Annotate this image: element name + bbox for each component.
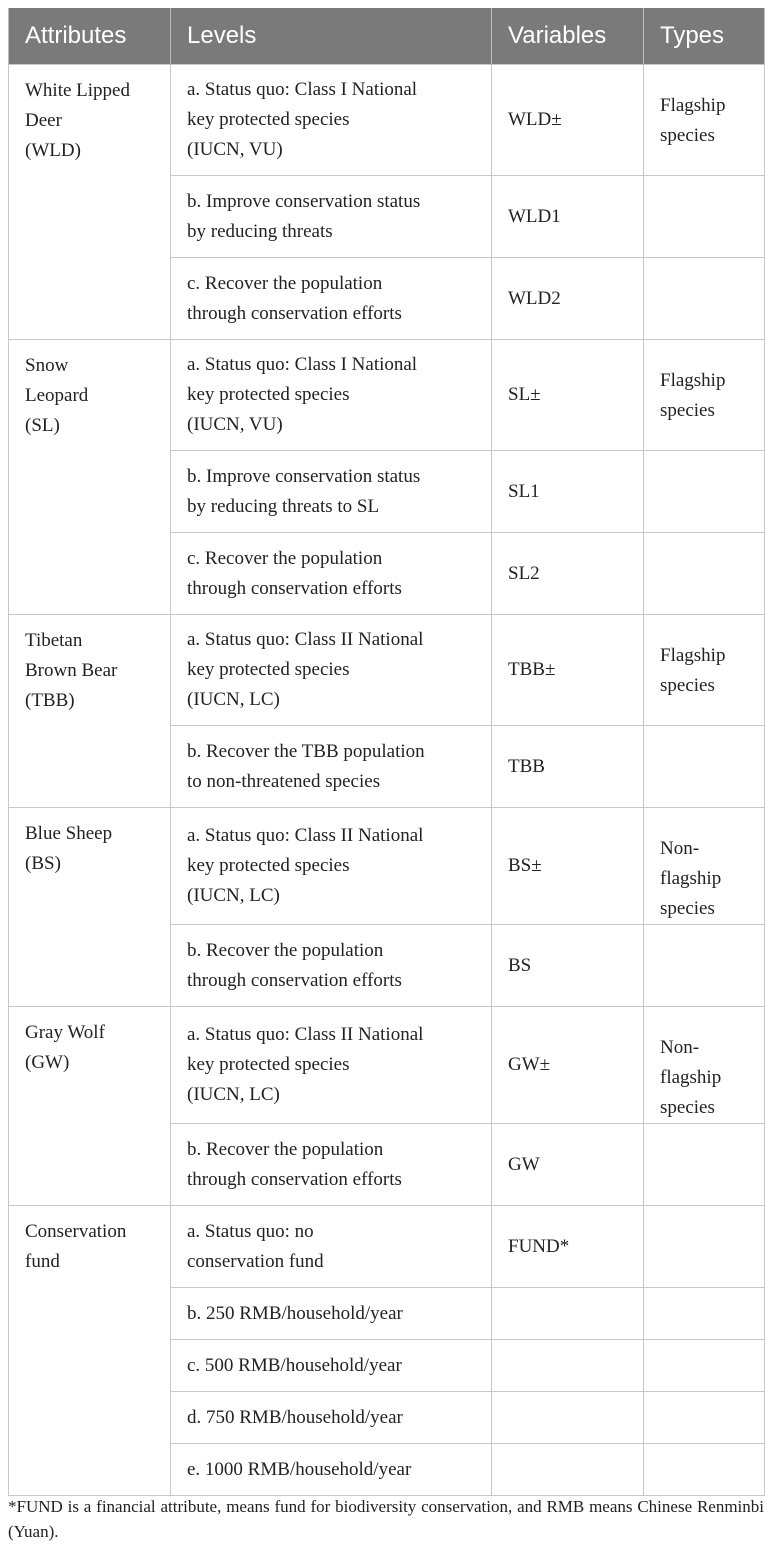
cell-line: by reducing threats bbox=[187, 220, 333, 242]
variable-cell bbox=[492, 1392, 644, 1444]
level-cell bbox=[171, 726, 492, 808]
cell-line: Leopard bbox=[25, 385, 89, 406]
cell-line: a. Status quo: Class I National bbox=[187, 79, 418, 100]
variable-cell: GW bbox=[492, 1124, 644, 1206]
type-cell bbox=[644, 1124, 765, 1206]
type-cell bbox=[644, 1444, 765, 1496]
type-cell bbox=[644, 1007, 765, 1124]
variable-cell: TBB± bbox=[492, 615, 644, 726]
cell-line: a. Status quo: Class II National bbox=[187, 1024, 424, 1045]
variable-cell: GW± bbox=[492, 1007, 644, 1124]
type-cell bbox=[644, 340, 765, 451]
variable-cell: SL2 bbox=[492, 533, 644, 615]
cell-line: species bbox=[660, 400, 715, 421]
type-cell bbox=[644, 533, 765, 615]
cell-line: to non-threatened species bbox=[187, 770, 381, 792]
variable-cell bbox=[492, 1340, 644, 1392]
cell-line: species bbox=[660, 675, 715, 696]
table-footnote: *FUND is a financial attribute, means fund for biodiversity conservation, and RMB means Chinese Renminbi (Yuan). bbox=[8, 1497, 764, 1541]
cell-line: key protected species bbox=[187, 659, 350, 680]
cell-line: key protected species bbox=[187, 855, 350, 876]
attribute-cell bbox=[9, 615, 171, 808]
cell-line: (IUCN, VU) bbox=[187, 139, 283, 160]
table-row bbox=[9, 615, 765, 726]
attribute-cell bbox=[9, 1206, 171, 1496]
variable-cell bbox=[492, 1444, 644, 1496]
variable-cell: BS± bbox=[492, 808, 644, 925]
cell-line: Flagship bbox=[660, 370, 726, 391]
type-cell bbox=[644, 1392, 765, 1444]
cell-line: a. Status quo: Class I National bbox=[187, 354, 418, 375]
type-cell bbox=[644, 808, 765, 925]
type-cell bbox=[644, 925, 765, 1007]
variable-cell: FUND* bbox=[492, 1206, 644, 1288]
cell-line: by reducing threats to SL bbox=[187, 495, 380, 517]
level-cell bbox=[171, 258, 492, 340]
attribute-cell bbox=[9, 808, 171, 1007]
cell-line: (BS) bbox=[25, 853, 61, 874]
cell-line: Brown Bear bbox=[25, 660, 118, 681]
cell-line: a. Status quo: no bbox=[187, 1220, 314, 1242]
cell-line: b. Recover the TBB population bbox=[187, 740, 425, 762]
table-row bbox=[9, 340, 765, 451]
table-row bbox=[9, 808, 765, 925]
level-cell bbox=[171, 451, 492, 533]
cell-line: (IUCN, LC) bbox=[187, 885, 280, 906]
attribute-cell bbox=[9, 1007, 171, 1206]
header-levels: Levels bbox=[171, 8, 492, 65]
cell-line: a. Status quo: Class II National bbox=[187, 629, 424, 650]
level-cell bbox=[171, 1007, 492, 1124]
header-row bbox=[9, 8, 765, 65]
cell-line: (IUCN, VU) bbox=[187, 414, 283, 435]
level-cell bbox=[171, 533, 492, 615]
variable-cell: WLD2 bbox=[492, 258, 644, 340]
header-variables: Variables bbox=[492, 8, 644, 65]
cell-line: fund bbox=[25, 1251, 60, 1272]
cell-line: Non- bbox=[660, 1037, 700, 1058]
variable-cell bbox=[492, 1288, 644, 1340]
variable-cell: TBB bbox=[492, 726, 644, 808]
cell-line: key protected species bbox=[187, 384, 350, 405]
cell-line: (WLD) bbox=[25, 140, 81, 161]
level-cell bbox=[171, 808, 492, 925]
cell-line: through conservation efforts bbox=[187, 577, 402, 599]
variable-cell: WLD± bbox=[492, 65, 644, 176]
cell-line: White Lipped bbox=[25, 80, 130, 101]
type-cell bbox=[644, 1340, 765, 1392]
type-cell bbox=[644, 451, 765, 533]
type-cell bbox=[644, 1206, 765, 1288]
type-cell bbox=[644, 65, 765, 176]
cell-line: d. 750 RMB/household/year bbox=[187, 1406, 403, 1428]
type-cell bbox=[644, 615, 765, 726]
cell-line: (TBB) bbox=[25, 690, 75, 711]
cell-line: c. 500 RMB/household/year bbox=[187, 1354, 402, 1376]
cell-line: species bbox=[660, 898, 715, 919]
variable-cell: WLD1 bbox=[492, 176, 644, 258]
cell-line: (SL) bbox=[25, 415, 60, 436]
attribute-cell bbox=[9, 65, 171, 340]
level-cell bbox=[171, 1392, 492, 1444]
cell-line: b. 250 RMB/household/year bbox=[187, 1302, 403, 1324]
cell-line: Snow bbox=[25, 355, 69, 376]
cell-line: through conservation efforts bbox=[187, 969, 402, 991]
cell-line: Tibetan bbox=[25, 630, 83, 651]
cell-line: e. 1000 RMB/household/year bbox=[187, 1458, 412, 1480]
cell-line: through conservation efforts bbox=[187, 302, 402, 324]
cell-line: flagship bbox=[660, 868, 722, 889]
cell-line: key protected species bbox=[187, 109, 350, 130]
table-row bbox=[9, 1007, 765, 1124]
cell-line: (IUCN, LC) bbox=[187, 689, 280, 710]
level-cell bbox=[171, 1340, 492, 1392]
level-cell bbox=[171, 1288, 492, 1340]
variable-cell: BS bbox=[492, 925, 644, 1007]
type-cell bbox=[644, 726, 765, 808]
cell-line: Deer bbox=[25, 110, 62, 131]
cell-line: c. Recover the population bbox=[187, 272, 383, 294]
level-cell bbox=[171, 1206, 492, 1288]
variable-cell: SL1 bbox=[492, 451, 644, 533]
attributes-table bbox=[8, 8, 765, 1496]
cell-line: b. Improve conservation status bbox=[187, 190, 421, 212]
type-cell bbox=[644, 176, 765, 258]
cell-line: Blue Sheep bbox=[25, 823, 113, 844]
cell-line: b. Recover the population bbox=[187, 939, 384, 961]
header-types: Types bbox=[644, 8, 765, 65]
cell-line: species bbox=[660, 125, 715, 146]
cell-line: species bbox=[660, 1097, 715, 1118]
table-body bbox=[9, 65, 765, 1496]
cell-line: b. Recover the population bbox=[187, 1138, 384, 1160]
cell-line: key protected species bbox=[187, 1054, 350, 1075]
level-cell bbox=[171, 615, 492, 726]
cell-line: a. Status quo: Class II National bbox=[187, 825, 424, 846]
level-cell bbox=[171, 65, 492, 176]
attribute-cell bbox=[9, 340, 171, 615]
header-attributes: Attributes bbox=[9, 8, 171, 65]
cell-line: flagship bbox=[660, 1067, 722, 1088]
variable-cell: SL± bbox=[492, 340, 644, 451]
type-cell bbox=[644, 1288, 765, 1340]
level-cell bbox=[171, 1124, 492, 1206]
cell-line: Non- bbox=[660, 838, 700, 859]
cell-line: Gray Wolf bbox=[25, 1022, 105, 1043]
table-container bbox=[8, 8, 764, 1496]
cell-line: c. Recover the population bbox=[187, 547, 383, 569]
cell-line: Conservation bbox=[25, 1221, 127, 1242]
cell-line: b. Improve conservation status bbox=[187, 465, 421, 487]
table-row bbox=[9, 65, 765, 176]
level-cell bbox=[171, 1444, 492, 1496]
table-row bbox=[9, 1206, 765, 1288]
cell-line: through conservation efforts bbox=[187, 1168, 402, 1190]
type-cell bbox=[644, 258, 765, 340]
level-cell bbox=[171, 340, 492, 451]
cell-line: (GW) bbox=[25, 1052, 70, 1073]
level-cell bbox=[171, 176, 492, 258]
cell-line: conservation fund bbox=[187, 1250, 324, 1272]
cell-line: (IUCN, LC) bbox=[187, 1084, 280, 1105]
cell-line: Flagship bbox=[660, 645, 726, 666]
cell-line: Flagship bbox=[660, 95, 726, 116]
level-cell bbox=[171, 925, 492, 1007]
